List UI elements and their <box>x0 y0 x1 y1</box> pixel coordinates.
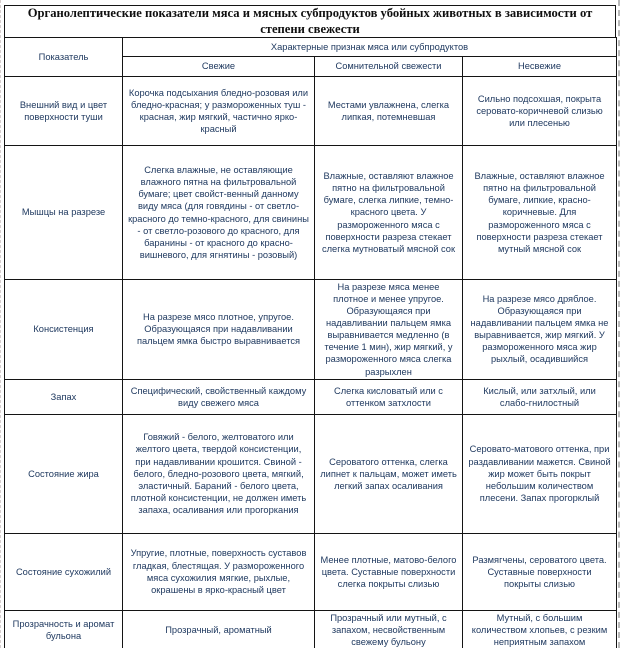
indicator-cell: Состояние жира <box>5 414 123 533</box>
stale-cell: Серовато-матового оттенка, при раздавливании мажется. Свиной жир может быть покрыт небольшим количеством плесени. Запах прогорклый <box>463 414 617 533</box>
stale-cell: Влажные, оставляют влажное пятно на фильтровальной бумаге, липкие, красно-коричневые. Для размороженного мяса с поверхности разреза стекает мутный мясной сок <box>463 146 617 280</box>
indicator-cell: Мышцы на разрезе <box>5 146 123 280</box>
indicator-cell: Прозрачность и аромат бульона <box>5 610 123 648</box>
table-row <box>5 379 617 414</box>
header-group: Характерные признак мяса или субпродуктов <box>123 38 617 57</box>
table-row <box>5 146 617 280</box>
table-row <box>5 610 617 648</box>
fresh-cell: На разрезе мясо плотное, упругое. Образующаяся при надавливании пальцем ямка быстро выравнивается <box>123 280 315 380</box>
stale-cell: Размягчены, сероватого цвета. Суставные поверхности покрыты слизью <box>463 533 617 610</box>
doubtful-cell: Влажные, оставляют влажное пятно на фильтровальной бумаге, слегка липкие, темно-красного цвета. У размороженного мяса с поверхности разреза стекает слегка мутноватый мясной сок <box>315 146 463 280</box>
fresh-cell: Слегка влажные, не оставляющие влажного пятна на фильтровальной бумаге; цвет свойст-венный данному виду мяса (для говядины - от светло-красного до темно-красного, для свинины - от светло-розового до красного, для баранины - от красного до красно-вишневого, для ягнятины - розовый) <box>123 146 315 280</box>
fresh-cell: Говяжий - белого, желтоватого или желтого цвета, твердой консистенции, при надавливании крошится. Свиной - белого, бледно-розового цвета, мягкий, эластичный. Бараний - белого цвета, плотной консистенции, не должен иметь запаха, осаливания или прогоркания <box>123 414 315 533</box>
indicator-cell: Запах <box>5 379 123 414</box>
organoleptic-table <box>4 37 617 648</box>
fresh-cell: Специфический, свойственный каждому виду свежего мяса <box>123 379 315 414</box>
table-sheet <box>4 5 616 648</box>
table-row <box>5 77 617 146</box>
stale-cell: Сильно подсохшая, покрыта серовато-коричневой слизью или плесенью <box>463 77 617 146</box>
doubtful-cell: На разрезе мяса менее плотное и менее упругое. Образующаяся при надавливании пальцем ямка выравнивается медленно (в течение 1 мин), жир мягкий, у размороженного мяса слегка разрыхлен <box>315 280 463 380</box>
fresh-cell: Корочка подсыхания бледно-розовая или бледно-красная; у размороженных туш - красная, жир мягкий, частично ярко-красный <box>123 77 315 146</box>
stale-cell: На разрезе мясо дряблое. Образующаяся при надавливании пальцем ямка не выравнивается, жир мягкий. У размороженного мяса жир рыхлый, осадившийся <box>463 280 617 380</box>
table-row <box>5 414 617 533</box>
fresh-cell: Упругие, плотные, поверхность суставов гладкая, блестящая. У размороженного мяса сухожилия мягкие, рыхлые, окрашены в ярко-красный цвет <box>123 533 315 610</box>
header-stale: Несвежие <box>463 57 617 77</box>
doubtful-cell: Менее плотные, матово-белого цвета. Суставные поверхности слегка покрыты слизью <box>315 533 463 610</box>
doubtful-cell: Сероватого оттенка, слегка липнет к пальцам, может иметь легкий запах осаливания <box>315 414 463 533</box>
doubtful-cell: Местами увлажнена, слегка липкая, потемневшая <box>315 77 463 146</box>
stale-cell: Мутный, с большим количеством хлопьев, с резким неприятным запахом <box>463 610 617 648</box>
table-row <box>5 533 617 610</box>
header-indicator: Показатель <box>5 38 123 77</box>
table-row <box>5 280 617 380</box>
fresh-cell: Прозрачный, ароматный <box>123 610 315 648</box>
header-doubtful: Сомнительной свежести <box>315 57 463 77</box>
indicator-cell: Состояние сухожилий <box>5 533 123 610</box>
page-break-line-right <box>618 0 620 648</box>
doubtful-cell: Прозрачный или мутный, с запахом, несвойственным свежему бульону <box>315 610 463 648</box>
page-break-line-left <box>0 0 1 648</box>
stale-cell: Кислый, или затхлый, или слабо-гнилостный <box>463 379 617 414</box>
header-fresh: Свежие <box>123 57 315 77</box>
doubtful-cell: Слегка кисловатый или с оттенком затхлости <box>315 379 463 414</box>
indicator-cell: Консистенция <box>5 280 123 380</box>
table-title: Органолептические показатели мяса и мясных субпродуктов убойных животных в зависимости от степени свежести <box>4 5 616 37</box>
indicator-cell: Внешний вид и цвет поверхности туши <box>5 77 123 146</box>
